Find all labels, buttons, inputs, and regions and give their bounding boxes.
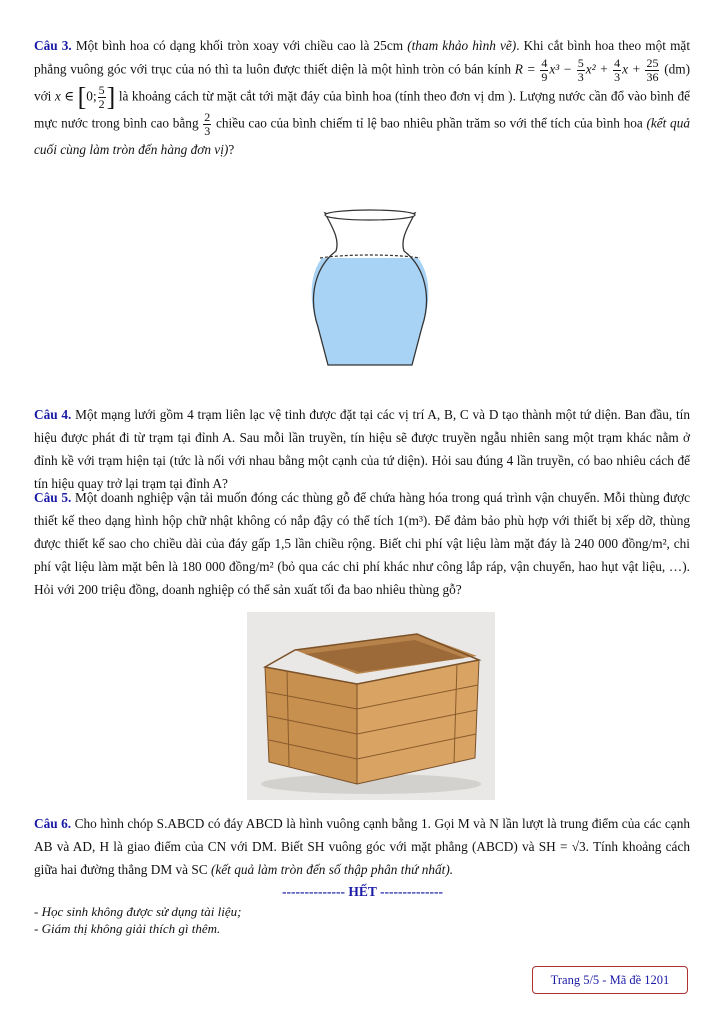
fraction: $\frac{4}{3}$ [614, 56, 621, 84]
question-5: Câu 5. Một doanh nghiệp vận tải muốn đóng các thùng gỗ để chứa hàng hóa trong quá trình vận chuyển. Mỗi thùng được thiết kế theo dạng hình hộp chữ nhật không có nắp đậy có thể tích 1(m³). Để đảm bảo phù hợp với thiết bị xếp dỡ, thùng được thiết kế sao cho chiều dài của đáy gấp 1,5 lần chiều rộng. Biết chi phí vật liệu làm mặt đáy là 240 000 đồng/m², chi phí vật liệu làm mặt bên là 180 000 đồng/m² (bỏ qua các chi phí khác như công lắp ráp, vận chuyển, hao hụt vật liệu, …). Hỏi với 200 triệu đồng, doanh nghiệp có thể sản xuất tối đa bao nhiêu thùng gỗ? [34, 490, 690, 597]
fraction: $\frac{4}{9}$ [541, 56, 548, 84]
question-6-label: Câu 6. [34, 816, 72, 831]
fraction: $\frac{5}{2}$ [98, 83, 105, 111]
vase-figure [300, 205, 440, 370]
formula-R: R = [514, 61, 536, 77]
question-4: Câu 4. Một mạng lưới gồm 4 trạm liên lạc vệ tinh được đặt tại các vị trí A, B, C và D tạo thành một tứ diện. Ban đầu, tín hiệu được phát đi từ trạm tại đỉnh A. Sau mỗi lần truyền, tín hiệu sẽ được truyền ngẫu nhiên sang một trạm khác nằm ở đỉnh kề với trạm hiện tại (tức là nối với nhau bằng một cạnh của tứ diện). Hỏi sau đúng 4 lần truyền, có bao nhiêu cách để tín hiệu quay trở lại trạm tại đỉnh A? [34, 407, 691, 491]
end-marker: -------------- HẾT -------------- [282, 884, 443, 899]
question-3-label: Câu 3. [34, 38, 72, 53]
note-2: - Giám thị không giải thích gì thêm. [34, 921, 221, 936]
vase-mouth [325, 210, 415, 220]
fraction: $\frac{5}{3}$ [577, 56, 584, 84]
fraction: $\frac{2}{3}$ [204, 110, 211, 138]
wooden-box-image [247, 612, 495, 800]
page-footer: Trang 5/5 - Mã đề 1201 [532, 966, 688, 994]
water-level-line [320, 255, 420, 258]
question-5-label: Câu 5. [34, 490, 72, 505]
fraction: $\frac{25}{36}$ [646, 56, 659, 84]
question-4-label: Câu 4. [34, 407, 72, 422]
question-6: Câu 6. Cho hình chóp S.ABCD có đáy ABCD là hình vuông cạnh bằng 1. Gọi M và N lần lượt là trung điểm của các cạnh AB và AD, H là giao điểm của CN với DM. Biết SH vuông góc với mặt phẳng (ABCD) và SH = √3. Tính khoảng cách giữa hai đường thẳng DM và SC (kết quả làm tròn đến số thập phân thứ nhất). [34, 816, 690, 877]
vase-water [312, 258, 429, 365]
question-3: Câu 3. Một bình hoa có dạng khối tròn xoay với chiều cao là 25cm (tham khảo hình vẽ). Khi cắt bình hoa theo một mặt phẳng vuông góc với trục của nó thì ta luôn được thiết diện là một hình tròn có bán kính R = $\frac{4}{9}$ x³ − $\frac{5}{3}$ x² + $\frac{4}{3}$ x + $\frac{25}{36}$ (dm) với x ∈ [0; $\frac{5}{2}$ ] là khoảng cách từ mặt cắt tới mặt đáy của bình hoa (tính theo đơn vị dm ). Lượng nước cần đổ vào bình để mực nước trong bình cao bằng $\frac{2}{3}$ chiều cao của bình chiếm tỉ lệ bao nhiêu phần trăm so với thể tích của bình hoa (kết quả cuối cùng làm tròn đến hàng đơn vị)? [34, 38, 691, 157]
note-1: - Học sinh không được sử dụng tài liệu; [34, 904, 242, 919]
